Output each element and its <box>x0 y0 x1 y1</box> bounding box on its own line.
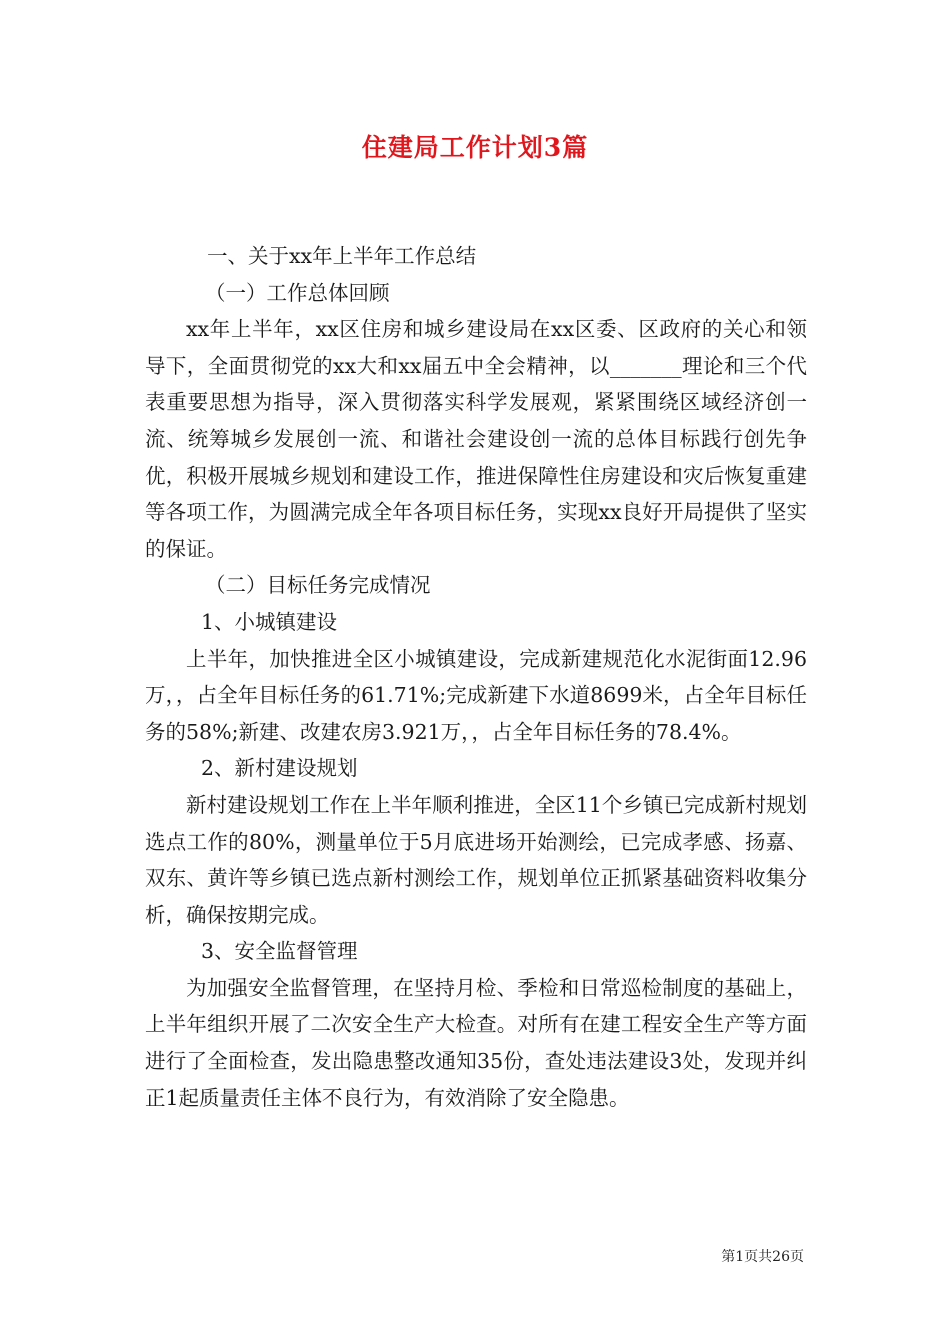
section-heading-summary: 一、关于xx年上半年工作总结 <box>207 244 477 268</box>
item-heading-small-town: 1、小城镇建设 <box>201 609 338 634</box>
subsection-heading-review: （一）工作总体回顾 <box>205 280 390 305</box>
subsection-heading-targets: （二）目标任务完成情况 <box>205 573 431 598</box>
paragraph-overview: xx年上半年，xx区住房和城乡建设局在xx区委、区政府的关心和领导下，全面贯彻党的xx大和xx届五中全会精神，以_______理论和三个代表重要思想为指导，深入贯彻落实科学发展观，紧紧围绕区域经济创一流、统筹城乡发展创一流、和谐社会建设创一流的总体目标践行创先争优，积极开展城乡规划和建设工作，推进保障性住房建设和灾后恢复重建等各项工作，为圆满完成全年各项目标任务，实现xx良好开局提供了坚实的保证。 <box>145 317 807 561</box>
page-footer: 第1页共26页 <box>721 1249 804 1265</box>
paragraph-small-town: 上半年，加快推进全区小城镇建设，完成新建规范化水泥街面12.96万，，占全年目标任务的61.71%;完成新建下水道8699米，占全年目标任务的58%;新建、改建农房3.921万，，占全年目标任务的78.4%。 <box>145 646 807 744</box>
paragraph-safety: 为加强安全监督管理，在坚持月检、季检和日常巡检制度的基础上，上半年组织开展了二次安全生产大检查。对所有在建工程安全生产等方面进行了全面检查，发出隐患整改通知35份，查处违法建设3处，发现并纠正1起质量责任主体不良行为，有效消除了安全隐患。 <box>145 975 807 1110</box>
document-body <box>145 238 807 1116</box>
paragraph-village-planning: 新村建设规划工作在上半年顺利推进，全区11个乡镇已完成新村规划选点工作的80%，测量单位于5月底进场开始测绘，已完成孝感、扬嘉、双东、黄许等乡镇已选点新村测绘工作，规划单位正抓紧基础资料收集分析，确保按期完成。 <box>145 792 807 927</box>
document-title: 住建局工作计划3篇 <box>361 133 589 162</box>
item-heading-village-planning: 2、新村建设规划 <box>201 756 358 781</box>
item-heading-safety: 3、安全监督管理 <box>201 939 358 964</box>
